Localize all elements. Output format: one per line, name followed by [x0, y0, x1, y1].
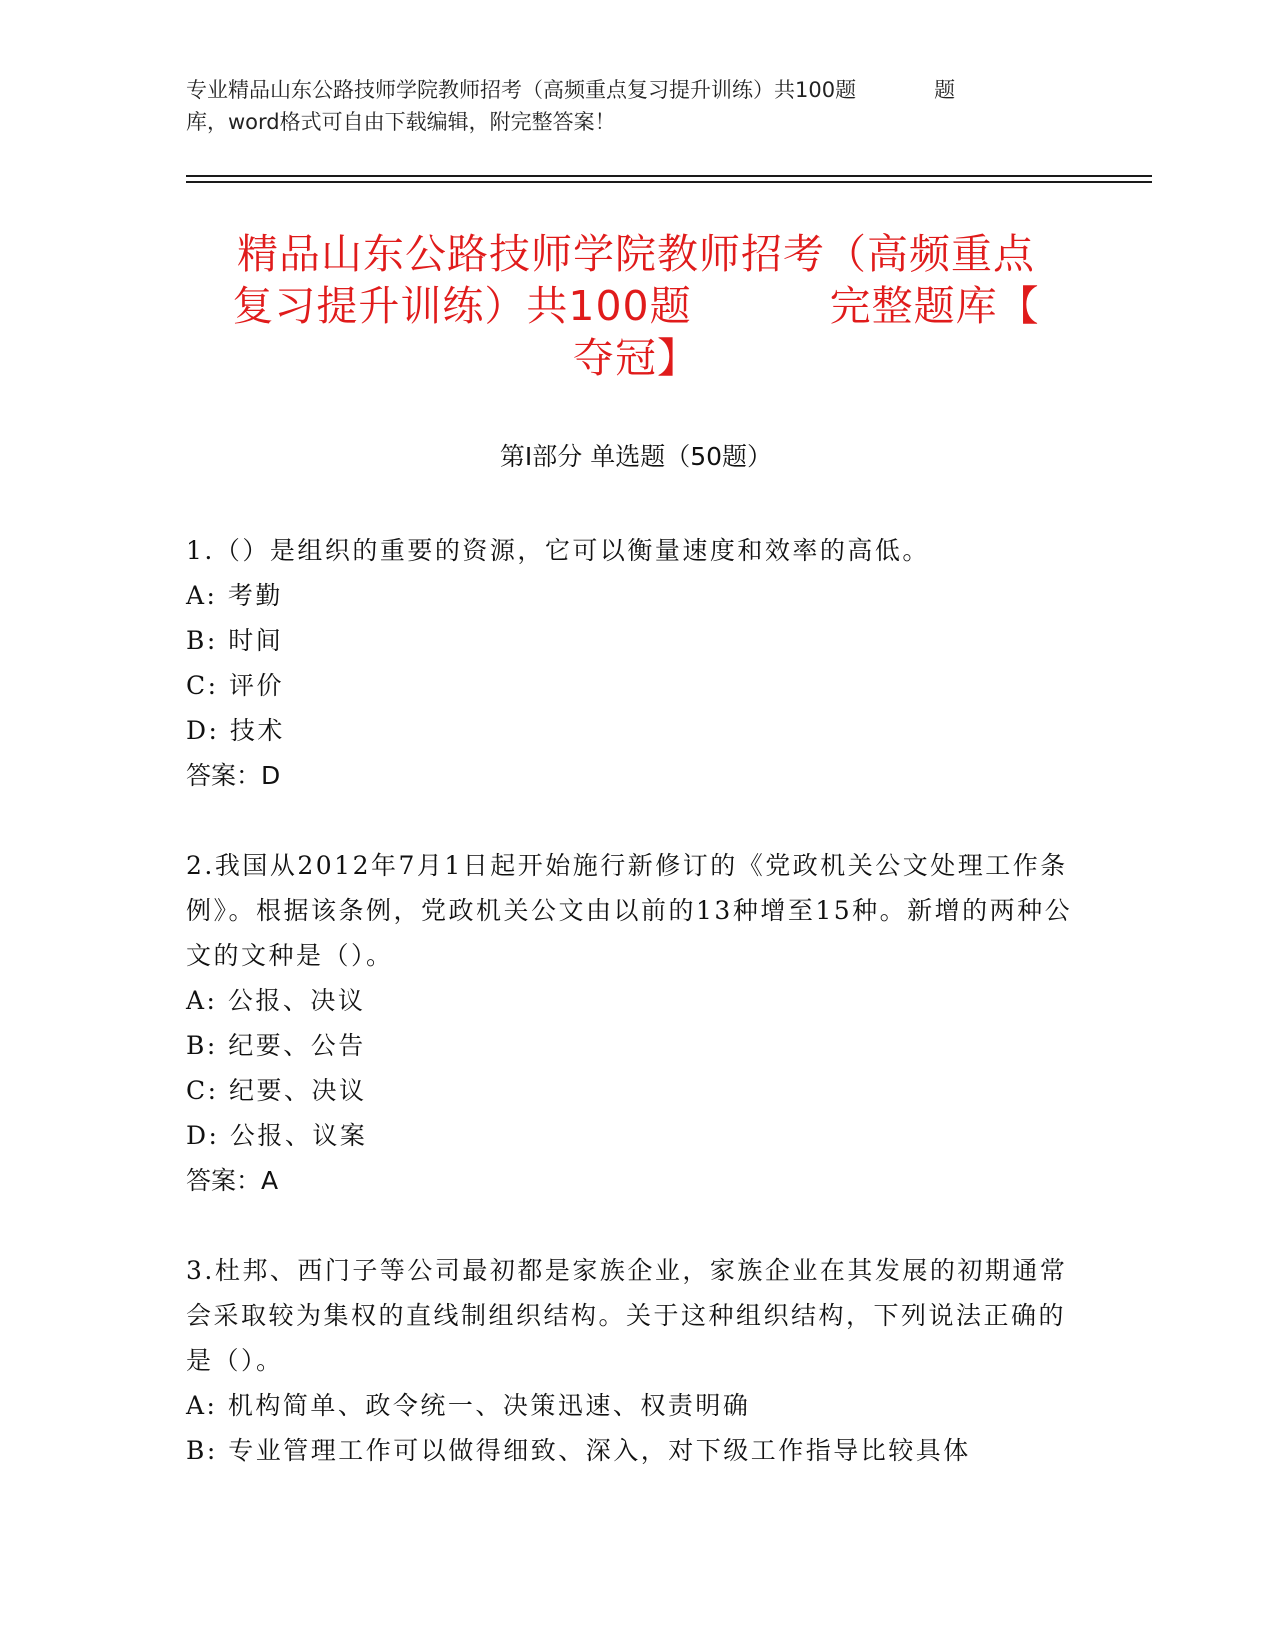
- option-c: C: 纪要、决议: [186, 1076, 367, 1105]
- title-line-2a: 复习提升训练）共100题: [232, 282, 692, 330]
- page-title: [186, 228, 1086, 384]
- header-text-1: 专业精品山东公路技师学院教师招考（高频重点复习提升训练）共100题: [186, 78, 857, 102]
- option-a: A: 考勤: [186, 581, 283, 610]
- option-d: D: 技术: [186, 716, 285, 745]
- title-line-1: 精品山东公路技师学院教师招考（高频重点: [237, 230, 1035, 278]
- header-rule-bottom: [186, 181, 1152, 183]
- header-text-1-tail: 题: [934, 78, 956, 102]
- title-line-3: 夺冠】: [573, 334, 699, 382]
- header-rule-top: [186, 175, 1152, 177]
- question-1: [186, 528, 1086, 798]
- section-heading: 第Ⅰ部分 单选题（50题）: [499, 442, 773, 471]
- option-a: A: 机构简单、政令统一、决策迅速、权责明确: [186, 1391, 751, 1420]
- option-b: B: 纪要、公告: [186, 1031, 366, 1060]
- answer: 答案：D: [186, 761, 281, 790]
- question-stem: 2.我国从2012年7月1日起开始施行新修订的《党政机关公文处理工作条例》。根据该条例，党政机关公文由以前的13种增至15种。新增的两种公文的文种是（）。: [186, 851, 1073, 970]
- header-line-1: [186, 74, 1086, 106]
- question-stem: 1.（）是组织的重要的资源，它可以衡量速度和效率的高低。: [186, 536, 930, 565]
- question-list: [186, 528, 1086, 1518]
- answer: 答案：A: [186, 1166, 279, 1195]
- question-2: [186, 843, 1086, 1203]
- option-d: D: 公报、议案: [186, 1121, 368, 1150]
- header-line-2: 库，word格式可自由下载编辑，附完整答案！: [186, 110, 616, 134]
- option-b: B: 时间: [186, 626, 284, 655]
- option-a: A: 公报、决议: [186, 986, 366, 1015]
- question-stem: 3.杜邦、西门子等公司最初都是家族企业，家族企业在其发展的初期通常会采取较为集权的直线制组织结构。关于这种组织结构，下列说法正确的是（）。: [186, 1256, 1068, 1375]
- question-3: [186, 1248, 1086, 1473]
- option-c: C: 评价: [186, 671, 284, 700]
- document-header: [186, 74, 1086, 138]
- title-line-2: [186, 280, 1086, 332]
- title-line-2b: 完整题库【: [829, 282, 1040, 330]
- option-b: B: 专业管理工作可以做得细致、深入，对下级工作指导比较具体: [186, 1436, 971, 1465]
